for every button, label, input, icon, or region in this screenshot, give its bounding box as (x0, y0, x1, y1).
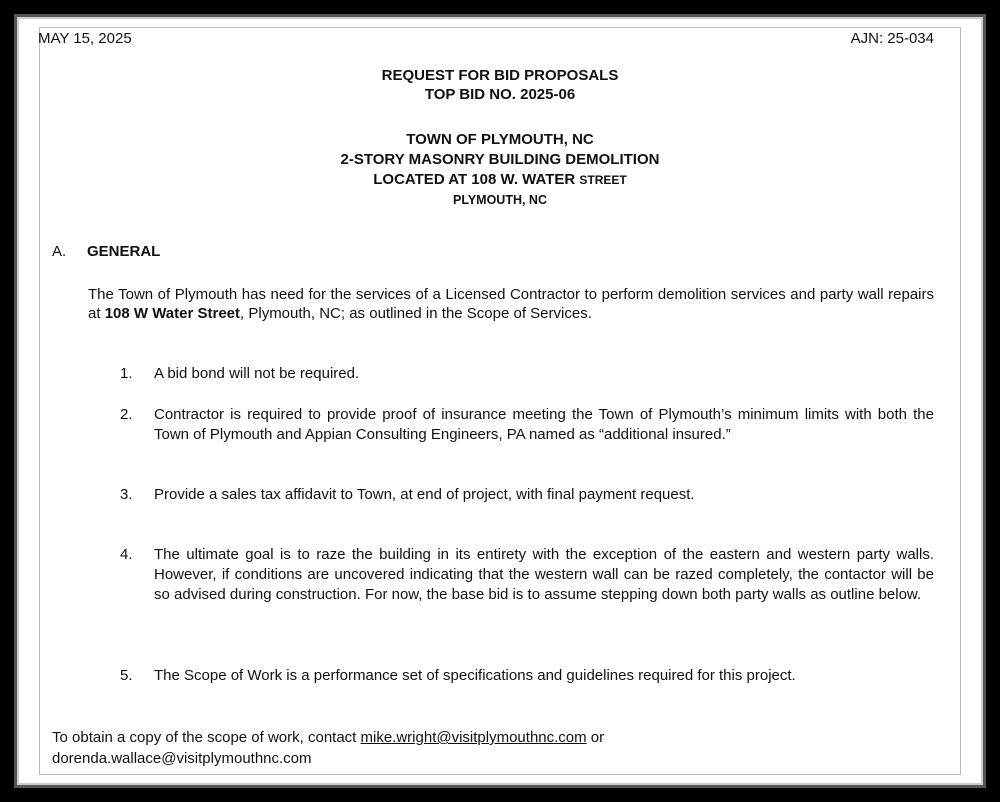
list-item-text: The Scope of Work is a performance set of specifications and guidelines required for this project. (154, 667, 796, 684)
list-item-text: The ultimate goal is to raze the building in its entirety with the exception of the eastern and western party walls. However, if conditions are uncovered indicating that the western wall can be razed completely, the contactor will be so advised during construction. For now, the base bid is to assume stepping down both party walls as outline below. (154, 546, 934, 603)
list-item-number: 4. (120, 546, 133, 563)
section-title: GENERAL (87, 243, 161, 260)
bid-title (0, 66, 1000, 104)
intro-text-before: The Town of Plymouth has need for the services of a Licensed Contractor to perform demolition services and party wall repairs at (88, 286, 934, 322)
list-item (120, 485, 934, 505)
email-dorenda[interactable]: dorenda.wallace@visitplymouthnc.com (52, 750, 312, 767)
intro-text-after: , Plymouth, NC; as outlined in the Scope of Services. (240, 305, 592, 322)
list-item-number: 5. (120, 667, 133, 684)
intro-address: 108 W Water Street (104, 305, 241, 322)
list-item-text: Contractor is required to provide proof of insurance meeting the Town of Plymouth’s minimum limits with both the Town of Plymouth and Appian Consulting Engineers, PA named as “additional insured.” (154, 406, 934, 443)
list-item (120, 405, 934, 445)
ajn-number: AJN: 25-034 (850, 30, 934, 47)
project-title (0, 130, 1000, 210)
email-link-mike[interactable]: mike.wright@visitplymouthnc.com (360, 729, 587, 746)
list-item-number: 1. (120, 365, 133, 382)
title-line-5 (0, 170, 1000, 190)
title-line-1: REQUEST FOR BID PROPOSALS (381, 67, 619, 84)
list-item-number: 3. (120, 486, 133, 503)
title-line-3: TOWN OF PLYMOUTH, NC (406, 131, 594, 148)
section-heading (52, 243, 160, 260)
list-item-text: Provide a sales tax affidavit to Town, at end of project, with final payment request. (154, 486, 695, 503)
list-item (120, 545, 934, 605)
contact-footer (52, 727, 604, 769)
section-letter: A. (52, 243, 67, 260)
contact-text: To obtain a copy of the scope of work, contact (52, 729, 361, 746)
title-line-5-street: STREET (579, 173, 627, 187)
list-item (120, 364, 934, 384)
title-line-4: 2-STORY MASONRY BUILDING DEMOLITION (340, 151, 660, 168)
contact-or: or (586, 729, 605, 746)
list-item (120, 666, 934, 686)
intro-paragraph (88, 285, 934, 323)
title-line-6: PLYMOUTH, NC (453, 193, 547, 207)
title-line-2: TOP BID NO. 2025-06 (424, 86, 576, 103)
title-line-5-main: LOCATED AT 108 W. WATER (373, 171, 576, 188)
document-date: MAY 15, 2025 (38, 30, 132, 47)
list-item-number: 2. (120, 406, 133, 423)
list-item-text: A bid bond will not be required. (154, 365, 360, 382)
